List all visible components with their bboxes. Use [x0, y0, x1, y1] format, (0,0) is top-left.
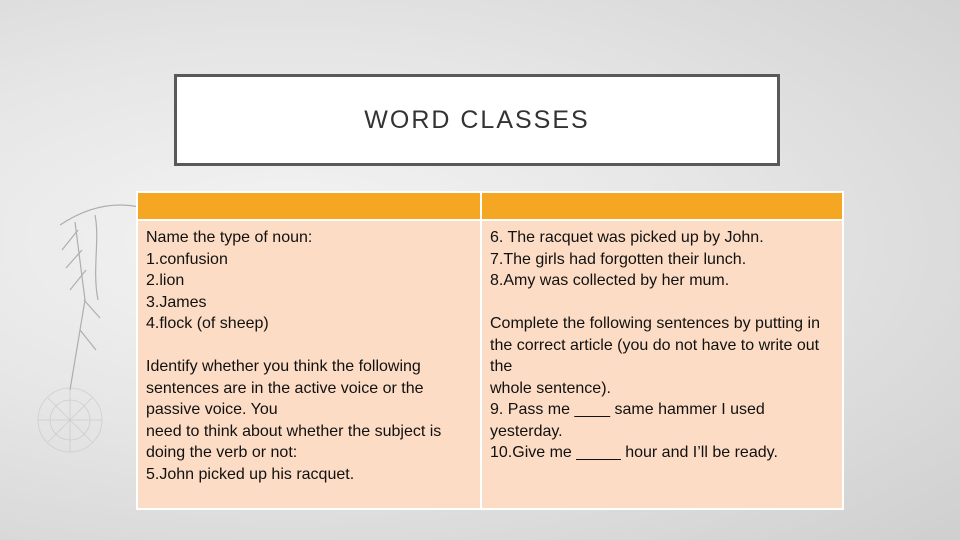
- table-header-cell-right: [481, 192, 843, 220]
- slide-title: WORD CLASSES: [364, 105, 590, 134]
- title-box: [174, 74, 780, 166]
- table-header-row: [137, 192, 843, 220]
- exercise-table: [136, 191, 844, 510]
- table-cell-left: [137, 220, 481, 509]
- table-header-cell-left: [137, 192, 481, 220]
- left-cell-text: Name the type of noun: 1.confusion 2.lion 3.James 4.flock (of sheep) Identify whether you think the following sentences are in the active voice or the passive voice. You need to think about whether the subject is doing the verb or not: 5.John picked up his racquet.: [146, 229, 442, 483]
- table-cell-right: [481, 220, 843, 509]
- table-body-row: [137, 220, 843, 509]
- right-cell-text: 6. The racquet was picked up by John. 7.The girls had forgotten their lunch. 8.Amy was collected by her mum. Complete the following sentences by putting in the correct article (you do not have to write out the whole sentence). 9. Pass me ____ same hammer I used yesterday. 10.Give me _____ hour and I’ll be ready.: [490, 229, 820, 461]
